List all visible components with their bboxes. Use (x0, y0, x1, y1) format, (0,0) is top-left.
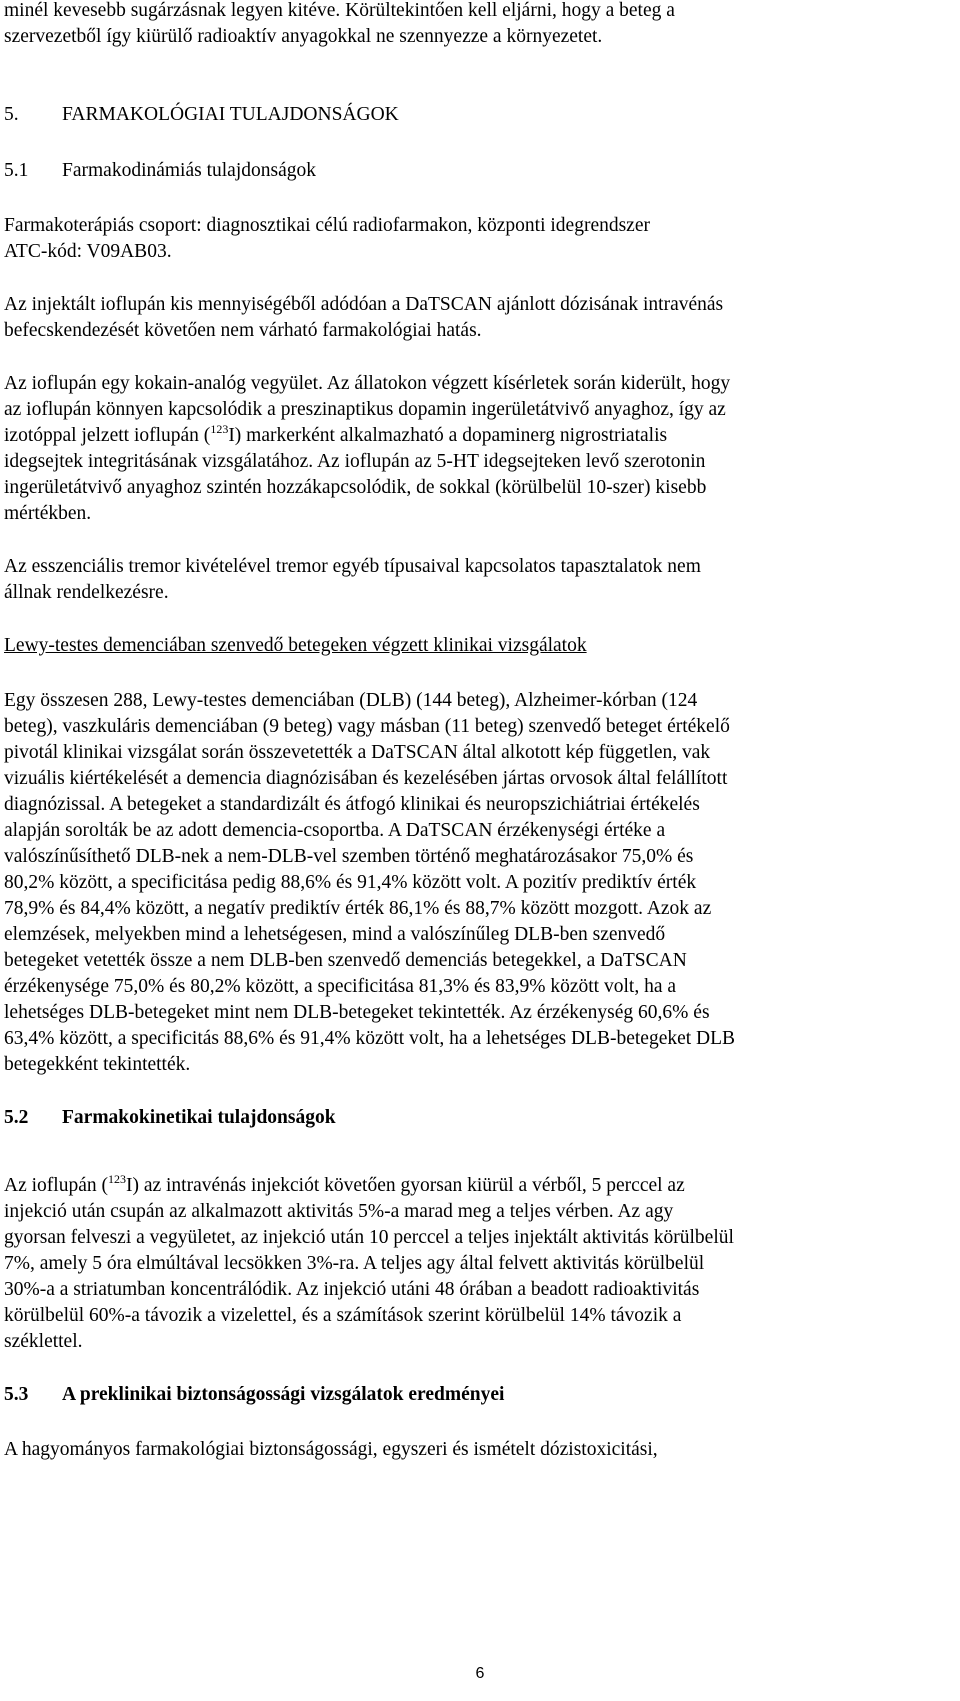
paragraph-preclinical (4, 1437, 954, 1463)
section-title: A preklinikai biztonságossági vizsgálatok eredményei (62, 1384, 505, 1405)
text-line: állnak rendelkezésre. (4, 582, 169, 603)
intro-paragraph (4, 0, 954, 50)
text-line: betegeket vetették össze a nem DLB-ben szenvedő demenciás betegekkel, a DaTSCAN (4, 950, 687, 971)
paragraph-pharmacological-effect (4, 292, 954, 344)
text-line: Az injektált ioflupán kis mennyiségéből adódóan a DaTSCAN ajánlott dózisának intravénás (4, 294, 724, 315)
text-line: 30%-a a striatumban koncentrálódik. Az injekció utáni 48 órában a beadott radioaktivitás (4, 1279, 700, 1300)
text-line: diagnózissal. A betegeket a standardizált és átfogó klinikai és neuropszichiátriai értékelés (4, 794, 700, 815)
section-number: 5.3 (4, 1384, 29, 1405)
text-line: 7%, amely 5 óra elmúltával lecsökken 3%-ra. A teljes agy által felvett aktivitás körülbelül (4, 1253, 705, 1274)
text-line: 80,2% között, a specificitása pedig 88,6% és 91,4% között volt. A pozitív prediktív érték (4, 872, 697, 893)
text-line: gyorsan felveszi a vegyületet, az injekció után 10 perccel a teljes injektált aktivitás körülbelül (4, 1227, 734, 1248)
text-line: szervezetből így kiürülő radioaktív anyagokkal ne szennyezze a környezetet. (4, 26, 603, 47)
section-title: Farmakodinámiás tulajdonságok (62, 160, 316, 181)
text-line: valószínűsíthető DLB-nek a nem-DLB-vel szemben történő meghatározásakor 75,0% és (4, 846, 694, 867)
text-line: alapján sorolták be az adott demencia-csoportba. A DaTSCAN érzékenységi értéke a (4, 820, 666, 841)
section-5-2-heading (4, 1105, 954, 1131)
text-line: betegekként tekintették. (4, 1054, 191, 1075)
text-line: idegsejtek integritásának vizsgálatához. Az ioflupán az 5-HT idegsejteken levő szerotonin (4, 451, 706, 472)
section-number: 5. (4, 104, 19, 125)
text-line: széklettel. (4, 1331, 83, 1352)
section-5-heading (4, 102, 954, 128)
text-line: Az ioflupán egy kokain-analóg vegyület. Az állatokon végzett kísérletek során kiderült, hogy (4, 373, 731, 394)
text-line: minél kevesebb sugárzásnak legyen kitéve. Körültekintően kell eljárni, hogy a beteg a (4, 0, 675, 21)
text-line: ATC-kód: V09AB03. (4, 241, 172, 262)
isotope-superscript: 123 (210, 422, 229, 436)
text-line: 78,9% és 84,4% között, a negatív prediktív érték 86,1% és 88,7% között mozgott. Azok az (4, 898, 712, 919)
paragraph-mechanism (4, 371, 954, 527)
text-line: elemzések, melyekben mind a lehetségesen, mind a valószínűleg DLB-ben szenvedő (4, 924, 666, 945)
paragraph-pharmacokinetics (4, 1173, 954, 1355)
section-5-1-heading (4, 158, 954, 184)
paragraph-clinical-study (4, 688, 954, 1078)
text-line: Egy összesen 288, Lewy-testes demenciában (DLB) (144 beteg), Alzheimer-kórban (124 (4, 690, 698, 711)
section-title: Farmakokinetikai tulajdonságok (62, 1107, 336, 1128)
text-line: ingerületátvivő anyaghoz szintén hozzákapcsolódik, de sokkal (körülbelül 10-szer) kisebb (4, 477, 707, 498)
text-line: érzékenysége 75,0% és 80,2% között, a specificitása 81,3% és 83,9% között volt, ha a (4, 976, 676, 997)
paragraph-tremor (4, 554, 954, 606)
text-line: befecskendezését követően nem várható farmakológiai hatás. (4, 320, 482, 341)
text-line: Az ioflupán ($^{123}$I) az intravénás injekciót követően gyorsan kiürül a vérből, 5 perccel az (4, 1172, 685, 1196)
text-line: az ioflupán könnyen kapcsolódik a preszinaptikus dopamin ingerületátvivő anyaghoz, így az (4, 399, 726, 420)
text-line: körülbelül 60%-a távozik a vizelettel, és a számítások szerint körülbelül 14% távozik a (4, 1305, 682, 1326)
text-line: beteg), vaszkuláris demenciában (9 beteg) vagy másban (11 beteg) szenvedő beteget értékelő (4, 716, 730, 737)
text-line: mértékben. (4, 503, 92, 524)
section-5-3-heading (4, 1382, 954, 1408)
subheading-lewy-studies: Lewy-testes demenciában szenvedő betegeken végzett klinikai vizsgálatok (4, 635, 587, 656)
text-line: 63,4% között, a specificitás 88,6% és 91,4% között volt, ha a lehetséges DLB-betegeket DLB (4, 1028, 736, 1049)
isotope-superscript: 123 (107, 1172, 126, 1186)
section-title: FARMAKOLÓGIAI TULAJDONSÁGOK (62, 104, 399, 125)
classification-paragraph (4, 213, 954, 265)
text-line: izotóppal jelzett ioflupán ($^{123}$I) markerként alkalmazható a dopaminerg nigrostriatalis (4, 422, 668, 446)
section-number: 5.1 (4, 160, 29, 181)
text-line: lehetséges DLB-betegeket mint nem DLB-betegeket tekintették. Az érzékenység 60,6% és (4, 1002, 710, 1023)
text-line: vizuális kiértékelését a demencia diagnózisában és kezelésében jártas orvosok által felállított (4, 768, 728, 789)
page-number: 6 (475, 1665, 485, 1682)
text-line: Az esszenciális tremor kivételével tremor egyéb típusaival kapcsolatos tapasztalatok nem (4, 556, 701, 577)
text-line: Farmakoterápiás csoport: diagnosztikai célú radiofarmakon, központi idegrendszer (4, 215, 650, 236)
text-line: injekció után csupán az alkalmazott aktivitás 5%-a marad meg a teljes vérben. Az agy (4, 1201, 674, 1222)
section-number: 5.2 (4, 1107, 29, 1128)
text-line: pivotál klinikai vizsgálat során összevetették a DaTSCAN által alkotott kép független, vak (4, 742, 711, 763)
text-line: A hagyományos farmakológiai biztonságossági, egyszeri és ismételt dózistoxicitási, (4, 1439, 658, 1460)
